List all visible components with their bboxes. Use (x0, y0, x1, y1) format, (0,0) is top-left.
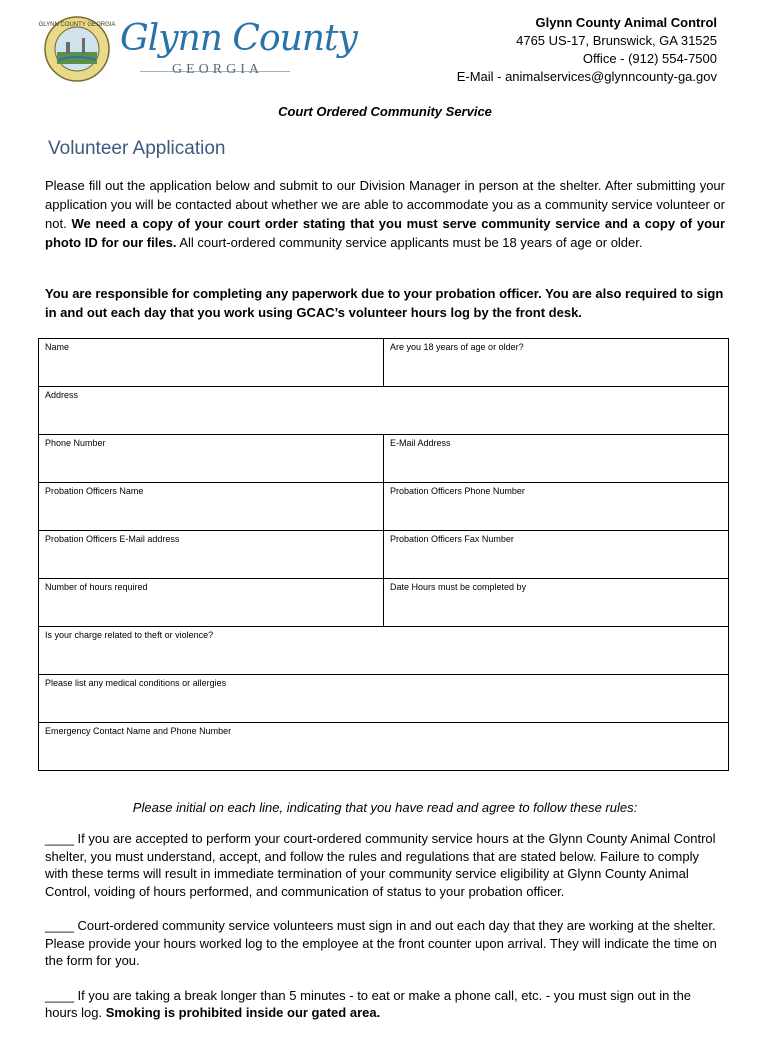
field-date-completed[interactable] (384, 579, 729, 627)
field-charge[interactable] (39, 627, 729, 675)
field-po-phone-label: Probation Officers Phone Number (390, 486, 525, 496)
field-medical-label: Please list any medical conditions or allergies (45, 678, 227, 688)
field-email[interactable] (384, 435, 729, 483)
county-wordmark (120, 16, 357, 86)
field-po-name[interactable] (39, 483, 384, 531)
intro-text-2: All court-ordered community service applicants must be 18 years of age or older. (176, 235, 643, 250)
field-age[interactable] (384, 339, 729, 387)
field-phone[interactable] (39, 435, 384, 483)
org-phone: Office - (912) 554-7500 (582, 51, 717, 66)
field-po-phone[interactable] (384, 483, 729, 531)
field-charge-label: Is your charge related to theft or violence? (45, 630, 214, 640)
field-phone-label: Phone Number (45, 438, 106, 448)
org-email: E-Mail - animalservices@glynncounty-ga.gov (456, 69, 717, 84)
field-hours-required-label: Number of hours required (45, 582, 148, 592)
field-po-fax[interactable] (384, 531, 729, 579)
rule-1: ____ If you are accepted to perform your court-ordered community service hours at the Glynn County Animal Control shelter, you must understand, accept, and follow the rules and regulations that are stated below. Failure to comply with these terms will result in immediate termination of your community service eligibility at Glynn County Animal Control, voiding of hours performed, and communication of status to your probation officer. (45, 831, 716, 899)
field-emergency-contact-label: Emergency Contact Name and Phone Number (45, 726, 232, 736)
field-emergency-contact[interactable] (39, 723, 729, 771)
field-po-email[interactable] (39, 531, 384, 579)
field-medical[interactable] (39, 675, 729, 723)
rule-3-bold: Smoking is prohibited inside our gated area. (105, 1005, 381, 1020)
intro-text-1: Please fill out the application below and submit to our Division Manager in person at the shelter. After submitting your application you will be contacted about whether we are able to accommodate you as a community service volunteer or not. (45, 178, 725, 231)
rules-list (45, 830, 725, 1039)
field-age-label: Are you 18 years of age or older? (390, 342, 524, 352)
field-name[interactable] (39, 339, 384, 387)
field-po-name-label: Probation Officers Name (45, 486, 144, 496)
field-email-label: E-Mail Address (390, 438, 451, 448)
field-address[interactable] (39, 387, 729, 435)
document-subtitle: Court Ordered Community Service (278, 104, 492, 119)
wordmark-text: Glynn County (120, 18, 357, 59)
field-po-email-label: Probation Officers E-Mail address (45, 534, 180, 544)
rule-3 (45, 987, 725, 1022)
contact-block (457, 14, 717, 86)
field-hours-required[interactable] (39, 579, 384, 627)
initial-instructions: Please initial on each line, indicating that you have read and agree to follow these rules: (132, 800, 638, 815)
rule-3-text: ____ If you are taking a break longer than 5 minutes - to eat or make a phone call, etc. - you must sign out in the hours log. (45, 987, 692, 1020)
application-form (38, 338, 729, 771)
org-name: Glynn County Animal Control (535, 15, 717, 30)
field-date-completed-label: Date Hours must be completed by (390, 582, 527, 592)
county-seal (38, 16, 116, 82)
intro-bold-text: We need a copy of your court order stating that you must serve community service and a copy of your photo ID for our files. (45, 216, 726, 250)
field-po-fax-label: Probation Officers Fax Number (390, 534, 514, 544)
intro-paragraph (45, 176, 725, 252)
svg-text:GLYNN COUNTY GEORGIA: GLYNN COUNTY GEORGIA (38, 22, 116, 28)
org-address: 4765 US-17, Brunswick, GA 31525 (516, 33, 717, 48)
wordmark-state: GEORGIA (172, 62, 263, 77)
field-address-label: Address (45, 390, 79, 400)
rule-2: ____ Court-ordered community service volunteers must sign in and out each day that they are working at the shelter. Please provide your hours worked log to the employee at the front counter upon arrival. They will indicate the time on the form for you. (45, 918, 717, 968)
county-logo (38, 16, 357, 88)
notice-paragraph: You are responsible for completing any paperwork due to your probation officer. You are also required to sign in and out each day that you work using GCAC’s volunteer hours log by the front desk. (45, 286, 724, 320)
field-name-label: Name (45, 342, 70, 352)
page-title: Volunteer Application (48, 138, 226, 159)
